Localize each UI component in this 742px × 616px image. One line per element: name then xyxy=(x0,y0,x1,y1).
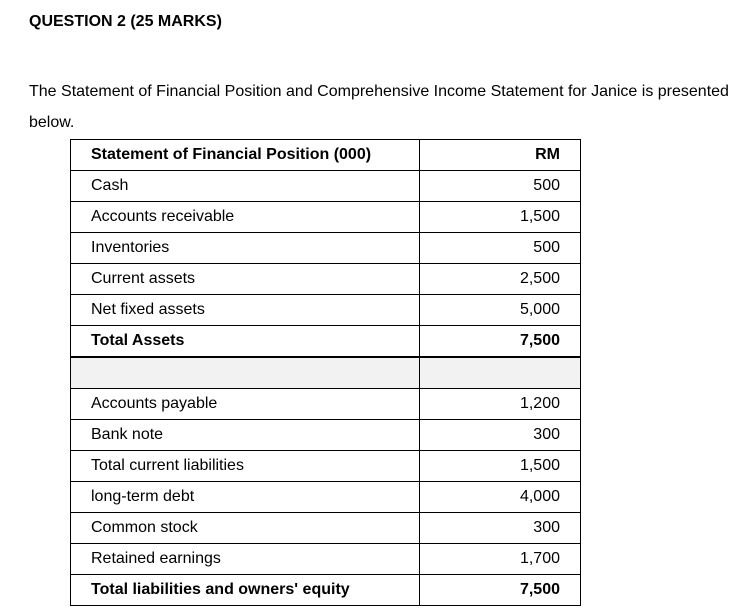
total-assets-value: 7,500 xyxy=(420,326,581,358)
total-assets-row xyxy=(71,326,581,358)
spacer-row xyxy=(71,357,581,389)
row-value: 5,000 xyxy=(420,295,581,326)
table-row xyxy=(71,420,581,451)
row-value: 2,500 xyxy=(420,264,581,295)
row-label: Accounts payable xyxy=(71,389,420,420)
total-assets-label: Total Assets xyxy=(71,326,420,358)
row-value: 1,500 xyxy=(420,451,581,482)
table-row xyxy=(71,451,581,482)
total-liabilities-value: 7,500 xyxy=(420,575,581,606)
row-label: Net fixed assets xyxy=(71,295,420,326)
row-label: Inventories xyxy=(71,233,420,264)
row-value: 300 xyxy=(420,513,581,544)
row-label: Common stock xyxy=(71,513,420,544)
row-label: Total current liabilities xyxy=(71,451,420,482)
table-row xyxy=(71,295,581,326)
header-label: Statement of Financial Position (000) xyxy=(71,140,420,171)
row-value: 1,200 xyxy=(420,389,581,420)
financial-position-table xyxy=(70,139,581,606)
spacer-cell xyxy=(420,357,581,389)
row-label: long-term debt xyxy=(71,482,420,513)
total-liabilities-label: Total liabilities and owners' equity xyxy=(71,575,420,606)
total-liabilities-row xyxy=(71,575,581,606)
table-row xyxy=(71,264,581,295)
row-value: 1,700 xyxy=(420,544,581,575)
row-value: 500 xyxy=(420,171,581,202)
table-row xyxy=(71,482,581,513)
row-label: Current assets xyxy=(71,264,420,295)
table-row xyxy=(71,202,581,233)
row-value: 1,500 xyxy=(420,202,581,233)
row-label: Retained earnings xyxy=(71,544,420,575)
row-label: Bank note xyxy=(71,420,420,451)
row-value: 500 xyxy=(420,233,581,264)
table-row xyxy=(71,389,581,420)
row-label: Cash xyxy=(71,171,420,202)
table-row xyxy=(71,544,581,575)
table-row xyxy=(71,513,581,544)
intro-text: The Statement of Financial Position and Comprehensive Income Statement for Janice is presented below. xyxy=(29,83,729,131)
table-row xyxy=(71,171,581,202)
table-header-row xyxy=(71,140,581,171)
table-row xyxy=(71,233,581,264)
spacer-cell xyxy=(71,357,420,389)
row-value: 4,000 xyxy=(420,482,581,513)
question-title: QUESTION 2 (25 MARKS) xyxy=(29,13,222,30)
header-currency: RM xyxy=(420,140,581,171)
row-value: 300 xyxy=(420,420,581,451)
row-label: Accounts receivable xyxy=(71,202,420,233)
